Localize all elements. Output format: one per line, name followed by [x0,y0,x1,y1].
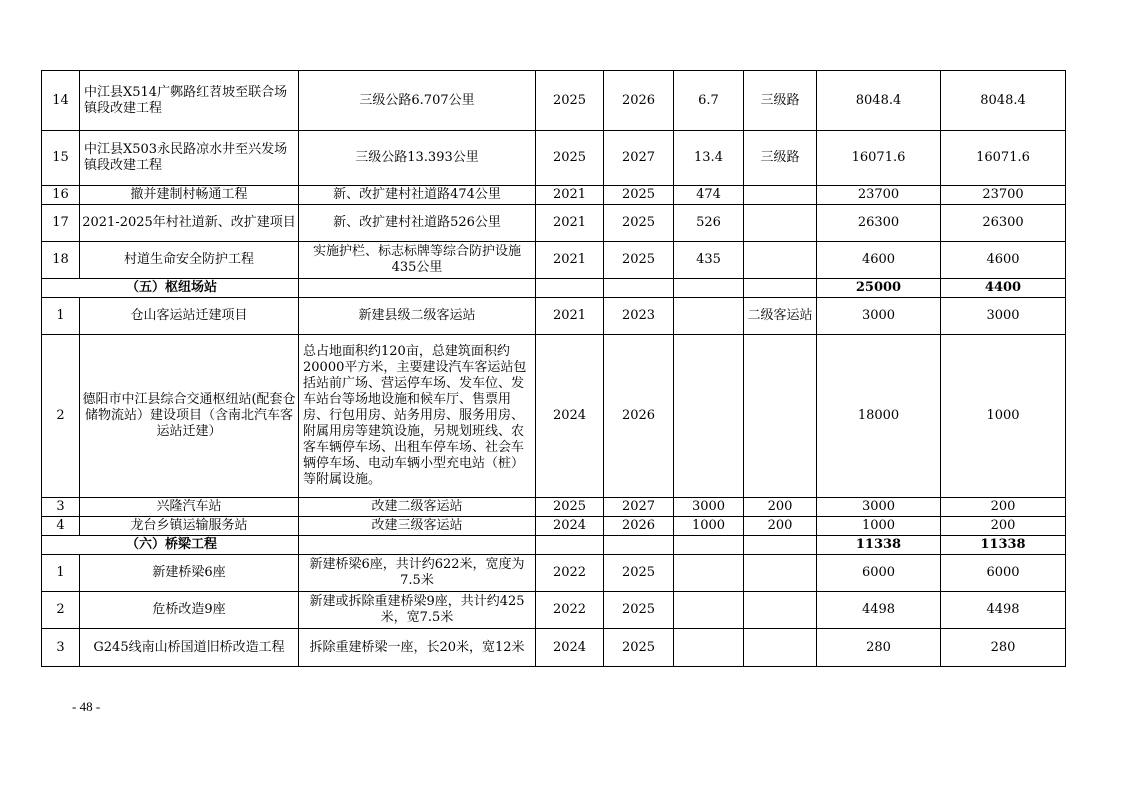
cell-end-year: 2025 [604,242,674,279]
cell-end-year: 2025 [604,592,674,629]
table-row [42,298,1066,335]
cell-no: 16 [42,186,80,205]
cell-scale [674,629,744,667]
cell-total-investment: 16071.6 [817,131,941,186]
cell-total-investment: 4600 [817,242,941,279]
section-period-investment: 4400 [941,279,1066,298]
cell-end-year: 2026 [604,71,674,131]
cell-scale [674,335,744,498]
cell-content: 拆除重建桥梁一座，长20米，宽12米 [299,629,536,667]
cell-no: 17 [42,205,80,242]
empty-cell [744,536,817,555]
cell-end-year: 2025 [604,186,674,205]
section-title: （六）桥梁工程 [42,536,299,555]
empty-cell [744,279,817,298]
cell-project-name: 仓山客运站迁建项目 [80,298,299,335]
cell-no: 2 [42,592,80,629]
cell-grade: 二级客运站 [744,298,817,335]
cell-content: 新建县级二级客运站 [299,298,536,335]
cell-grade [744,592,817,629]
table-row [42,186,1066,205]
cell-end-year: 2023 [604,298,674,335]
cell-scale: 474 [674,186,744,205]
cell-period-investment: 1000 [941,335,1066,498]
table-row [42,205,1066,242]
cell-scale [674,592,744,629]
cell-no: 14 [42,71,80,131]
cell-end-year: 2025 [604,555,674,592]
cell-project-name: 中江县X514广鄸路红苕坡至联合场镇段改建工程 [80,71,299,131]
cell-start-year: 2025 [536,131,604,186]
empty-cell [299,279,536,298]
table-row [42,629,1066,667]
cell-start-year: 2021 [536,205,604,242]
cell-grade: 200 [744,517,817,536]
cell-total-investment: 6000 [817,555,941,592]
cell-total-investment: 26300 [817,205,941,242]
cell-project-name: 龙台乡镇运输服务站 [80,517,299,536]
cell-content: 三级公路13.393公里 [299,131,536,186]
cell-scale: 13.4 [674,131,744,186]
cell-period-investment: 3000 [941,298,1066,335]
cell-content: 总占地面积约120亩，总建筑面积约20000平方米，主要建设汽车客运站包括站前广场、营运停车场、发车位、发车站台等场地设施和候车厅、售票用房、行包用房、站务用房、服务用房、附属用房等建筑设施，另规划班线、农客车辆停车场、出租车停车场、社会车辆停车场、电动车辆小型充电站（桩）等附属设施。 [299,335,536,498]
empty-cell [299,536,536,555]
cell-content: 改建三级客运站 [299,517,536,536]
table-row [42,131,1066,186]
cell-start-year: 2024 [536,517,604,536]
cell-content: 三级公路6.707公里 [299,71,536,131]
cell-total-investment: 23700 [817,186,941,205]
cell-project-name: 新建桥梁6座 [80,555,299,592]
cell-project-name: 危桥改造9座 [80,592,299,629]
project-table [41,70,1066,667]
table-row [42,517,1066,536]
cell-content: 新建桥梁6座，共计约622米，宽度为7.5米 [299,555,536,592]
empty-cell [536,279,604,298]
cell-period-investment: 6000 [941,555,1066,592]
cell-content: 改建二级客运站 [299,498,536,517]
cell-grade: 200 [744,498,817,517]
cell-start-year: 2021 [536,186,604,205]
cell-project-name: G245线南山桥国道旧桥改造工程 [80,629,299,667]
cell-period-investment: 200 [941,517,1066,536]
cell-scale: 1000 [674,517,744,536]
cell-start-year: 2021 [536,242,604,279]
cell-end-year: 2026 [604,517,674,536]
table-row [42,555,1066,592]
cell-end-year: 2025 [604,205,674,242]
cell-end-year: 2027 [604,498,674,517]
cell-no: 1 [42,298,80,335]
table-row [42,498,1066,517]
cell-no: 1 [42,555,80,592]
cell-start-year: 2025 [536,498,604,517]
section-title: （五）枢纽场站 [42,279,299,298]
cell-end-year: 2025 [604,629,674,667]
section-row [42,536,1066,555]
cell-period-investment: 8048.4 [941,71,1066,131]
cell-period-investment: 26300 [941,205,1066,242]
cell-period-investment: 23700 [941,186,1066,205]
cell-total-investment: 3000 [817,298,941,335]
cell-grade [744,555,817,592]
cell-no: 3 [42,498,80,517]
section-total-investment: 25000 [817,279,941,298]
cell-scale: 526 [674,205,744,242]
cell-total-investment: 4498 [817,592,941,629]
cell-period-investment: 4498 [941,592,1066,629]
cell-grade [744,629,817,667]
cell-content: 新建或拆除重建桥梁9座，共计约425米，宽7.5米 [299,592,536,629]
empty-cell [674,536,744,555]
cell-grade: 三级路 [744,131,817,186]
cell-total-investment: 3000 [817,498,941,517]
cell-period-investment: 280 [941,629,1066,667]
page-number: - 48 - [72,699,101,714]
cell-total-investment: 280 [817,629,941,667]
empty-cell [604,279,674,298]
cell-project-name: 德阳市中江县综合交通枢纽站(配套仓储物流站）建设项目（含南北汽车客运站迁建） [80,335,299,498]
cell-grade [744,205,817,242]
cell-period-investment: 200 [941,498,1066,517]
cell-no: 4 [42,517,80,536]
cell-scale: 3000 [674,498,744,517]
cell-start-year: 2021 [536,298,604,335]
cell-grade [744,186,817,205]
empty-cell [536,536,604,555]
cell-grade [744,242,817,279]
section-period-investment: 11338 [941,536,1066,555]
table-row [42,592,1066,629]
cell-start-year: 2024 [536,629,604,667]
cell-start-year: 2022 [536,592,604,629]
cell-project-name: 中江县X503永民路凉水井至兴发场镇段改建工程 [80,131,299,186]
empty-cell [674,279,744,298]
cell-project-name: 撤并建制村畅通工程 [80,186,299,205]
cell-no: 2 [42,335,80,498]
cell-total-investment: 18000 [817,335,941,498]
cell-grade [744,335,817,498]
cell-start-year: 2022 [536,555,604,592]
cell-scale [674,555,744,592]
cell-scale: 435 [674,242,744,279]
cell-project-name: 2021-2025年村社道新、改扩建项目 [80,205,299,242]
cell-total-investment: 1000 [817,517,941,536]
cell-end-year: 2027 [604,131,674,186]
cell-project-name: 村道生命安全防护工程 [80,242,299,279]
cell-scale [674,298,744,335]
cell-no: 18 [42,242,80,279]
section-total-investment: 11338 [817,536,941,555]
cell-content: 新、改扩建村社道路526公里 [299,205,536,242]
cell-period-investment: 4600 [941,242,1066,279]
table-row [42,71,1066,131]
cell-no: 3 [42,629,80,667]
table-row [42,242,1066,279]
table-row [42,335,1066,498]
cell-content: 实施护栏、标志标牌等综合防护设施435公里 [299,242,536,279]
cell-start-year: 2025 [536,71,604,131]
empty-cell [604,536,674,555]
cell-project-name: 兴隆汽车站 [80,498,299,517]
section-row [42,279,1066,298]
cell-period-investment: 16071.6 [941,131,1066,186]
cell-grade: 三级路 [744,71,817,131]
cell-start-year: 2024 [536,335,604,498]
cell-end-year: 2026 [604,335,674,498]
cell-content: 新、改扩建村社道路474公里 [299,186,536,205]
cell-scale: 6.7 [674,71,744,131]
cell-total-investment: 8048.4 [817,71,941,131]
cell-no: 15 [42,131,80,186]
